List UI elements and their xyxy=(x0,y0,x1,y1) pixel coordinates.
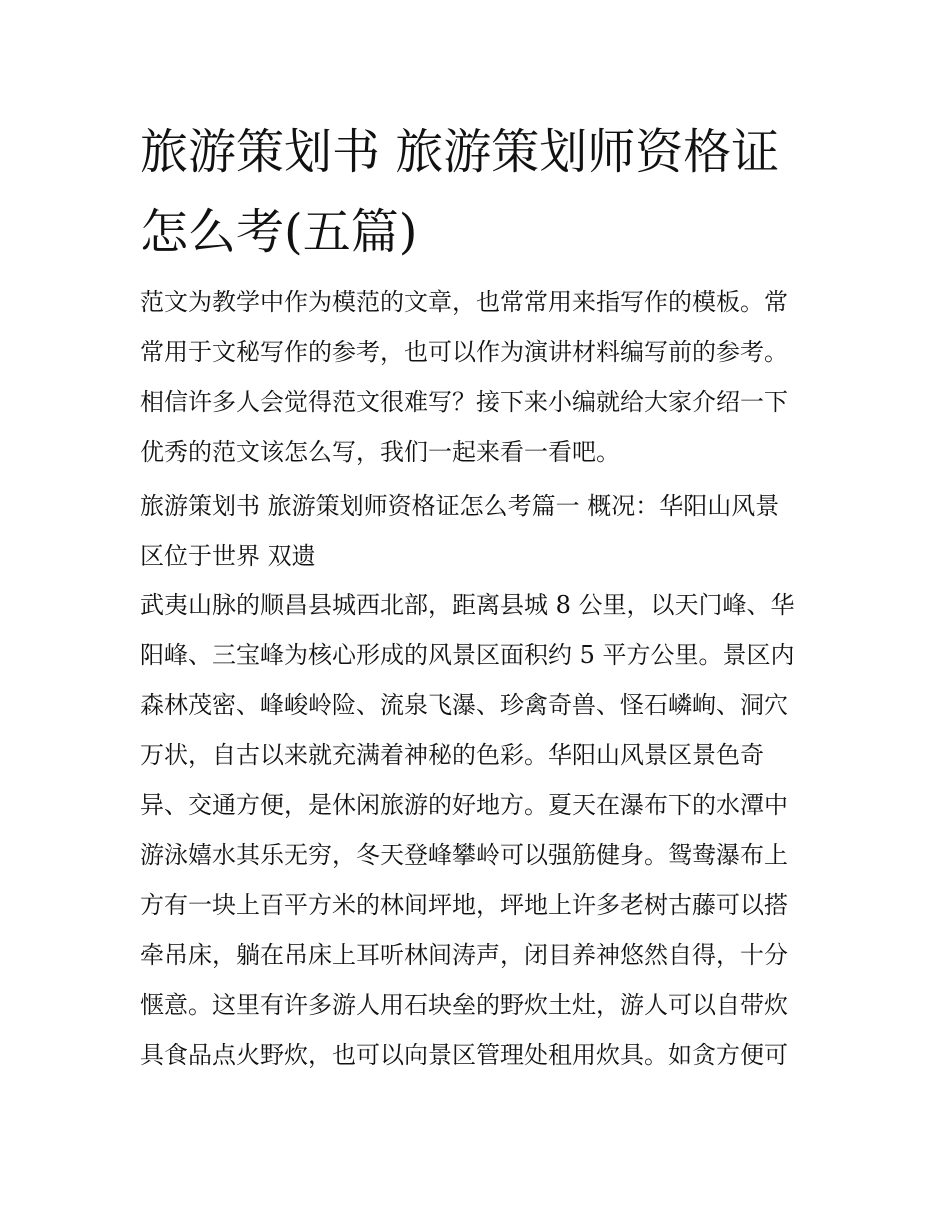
title-line: 怎么考(五篇) xyxy=(140,204,418,260)
intro-paragraph xyxy=(140,277,830,477)
text-line: 区位于世界 双遗 xyxy=(140,542,316,570)
text-line: 阳峰、三宝峰为核心形成的风景区面积约 5 平方公里。景区内 xyxy=(140,641,795,669)
body-paragraph xyxy=(140,580,830,1080)
text-line: 万状，自古以来就充满着神秘的色彩。华阳山风景区景色奇 xyxy=(140,741,764,769)
document-title xyxy=(140,112,830,272)
title-line: 旅游策划书 旅游策划师资格证 xyxy=(140,124,780,180)
text-line: 旅游策划书 旅游策划师资格证怎么考篇一 概况：华阳山风景 xyxy=(140,492,780,520)
text-line: 异、交通方便，是休闲旅游的好地方。夏天在瀑布下的水潭中 xyxy=(140,791,788,819)
text-line: 牵吊床，躺在吊床上耳听林间涛声，闭目养神悠然自得，十分 xyxy=(140,941,788,969)
text-line: 惬意。这里有许多游人用石块垒的野炊土灶，游人可以自带炊 xyxy=(140,991,788,1019)
text-line: 森林茂密、峰峻岭险、流泉飞瀑、珍禽奇兽、怪石嶙峋、洞穴 xyxy=(140,691,788,719)
text-line: 相信许多人会觉得范文很难写？接下来小编就给大家介绍一下 xyxy=(140,388,788,416)
text-line: 范文为教学中作为模范的文章，也常常用来指写作的模板。常 xyxy=(140,288,788,316)
text-line: 方有一块上百平方米的林间坪地，坪地上许多老树古藤可以搭 xyxy=(140,891,788,919)
text-line: 武夷山脉的顺昌县城西北部，距离县城 8 公里，以天门峰、华 xyxy=(140,591,795,619)
text-line: 优秀的范文该怎么写，我们一起来看一看吧。 xyxy=(140,438,620,466)
text-line: 游泳嬉水其乐无穷，冬天登峰攀岭可以强筋健身。鸳鸯瀑布上 xyxy=(140,841,788,869)
section-heading-paragraph xyxy=(140,481,830,581)
text-line: 常用于文秘写作的参考，也可以作为演讲材料编写前的参考。 xyxy=(140,338,788,366)
text-line: 具食品点火野炊，也可以向景区管理处租用炊具。如贪方便可 xyxy=(140,1041,788,1069)
